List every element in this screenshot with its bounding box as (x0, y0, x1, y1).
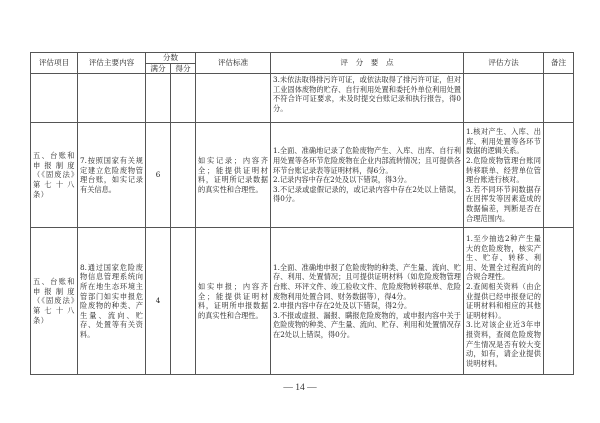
cell-remark (544, 228, 574, 375)
point-text: 2.申报内容中存在2处及以下错误，得2分。 (273, 301, 412, 311)
cell-full-score: 6 (146, 123, 171, 228)
point-text: 2.记录内容中存在2处及以下错误，得3分。 (273, 175, 412, 185)
cell-points (271, 123, 464, 228)
header-content: 评估主要内容 (78, 53, 146, 74)
table-row (31, 228, 574, 375)
cell-remark (544, 123, 574, 228)
cell-full-score: 4 (146, 228, 171, 375)
cell-points (271, 228, 464, 375)
cell-standard (196, 74, 271, 123)
header-points: 评 分 要 点 (271, 53, 464, 74)
cell-got-score (171, 74, 196, 123)
cell-standard: 如实记录；内容齐全；能提供证明材料，证明所记录数据的真实性和合理性。 (196, 123, 271, 228)
evaluation-table (30, 52, 574, 375)
cell-method (464, 123, 544, 228)
method-text: 3.比对该企业近3年申报资料，查阅危险废物产生情况是否有较大变动，如有，请企业提供说明材料。 (466, 320, 541, 368)
cell-points (271, 74, 464, 123)
header-method: 评估方法 (464, 53, 544, 74)
point-text: 3.不报或虚报、漏报、瞒报危险废物的，或申报内容中关于危险废物的种类、产生量、流向、贮存、利用和处置情况存在2处以上错误，得0分。 (273, 310, 461, 339)
header-standard: 评估标准 (196, 53, 271, 74)
method-text: 1.核对产生、入库、出库、利用处置等各环节数据的逻辑关系。 (466, 127, 541, 156)
table-row (31, 123, 574, 228)
cell-remark (544, 74, 574, 123)
header-row-1 (31, 53, 574, 64)
point-text: 1.全面、准确地申报了危险废物的种类、产生量、流向、贮存、利用、处置情况；且可提供证明材料（如危险废物管理台账、环评文件、竣工验收文件、危险废物转移联单、危险废物利用处置合同、财务数据等），得4分。 (273, 262, 461, 301)
cell-content: 8.通过国家危险废物信息管理系统向所在地生态环境主管部门如实申报危险废物的种类、产生量、流向、贮存、处置等有关资料。 (78, 228, 146, 375)
header-full-score: 满分 (146, 63, 171, 74)
method-text: 2.查阅相关资料（由企业提供已经申报登记的证明材料和相应的其他证明材料）。 (466, 282, 541, 320)
method-text: 1.至少抽选2种产生量大的危险废物，核实产生、贮存、转移、利用、处置全过程流向的合规合理性。 (466, 234, 541, 282)
cell-got-score (171, 228, 196, 375)
cell-method (464, 74, 544, 123)
cell-content (78, 74, 146, 123)
method-text: 2.危险废物管理台账同转移联单、经营单位管理台账进行核对。 (466, 156, 541, 185)
cell-method (464, 228, 544, 375)
point-text: 3.不记录或虚假记录的，或记录内容中存在2处以上错误，得0分。 (273, 184, 461, 204)
header-score-group: 分数 (146, 53, 196, 64)
cell-standard: 如实申报；内容齐全；能提供证明材料，证明所申报数据的真实性和合理性。 (196, 228, 271, 375)
point-text: 1.全面、准确地记录了危险废物产生、入库、出库、自行利用处置等各环节危险废物在企业内部流转情况；且可提供各环节台账记录表等证明材料，得6分。 (273, 146, 461, 175)
cell-content: 7.按照国家有关规定建立危险废物管理台账，如实记录有关信息。 (78, 123, 146, 228)
cell-item (31, 74, 78, 123)
cell-got-score (171, 123, 196, 228)
header-item: 评估项目 (31, 53, 78, 74)
cell-full-score (146, 74, 171, 123)
table-row (31, 74, 574, 123)
cell-item: 五、台账和申报制度（《固废法》第七十八条） (31, 228, 78, 375)
header-got-score: 得分 (171, 63, 196, 74)
header-remark: 备注 (544, 53, 574, 74)
method-text: 3.若不同环节间数据存在因挥发等因素造成的数据偏差，判断是否在合理范围内。 (466, 184, 541, 223)
point-text: 3.未依法取得排污许可证，或依法取得了排污许可证，但对工业固体废物的贮存、自行利用处置和委托外单位利用处置不符合许可证要求，未及时提交台账记录和执行报告，得0分。 (273, 75, 461, 113)
cell-item: 五、台账和申报制度（《固废法》第七十八条） (31, 123, 78, 228)
page-number: — 14 — (283, 383, 317, 393)
